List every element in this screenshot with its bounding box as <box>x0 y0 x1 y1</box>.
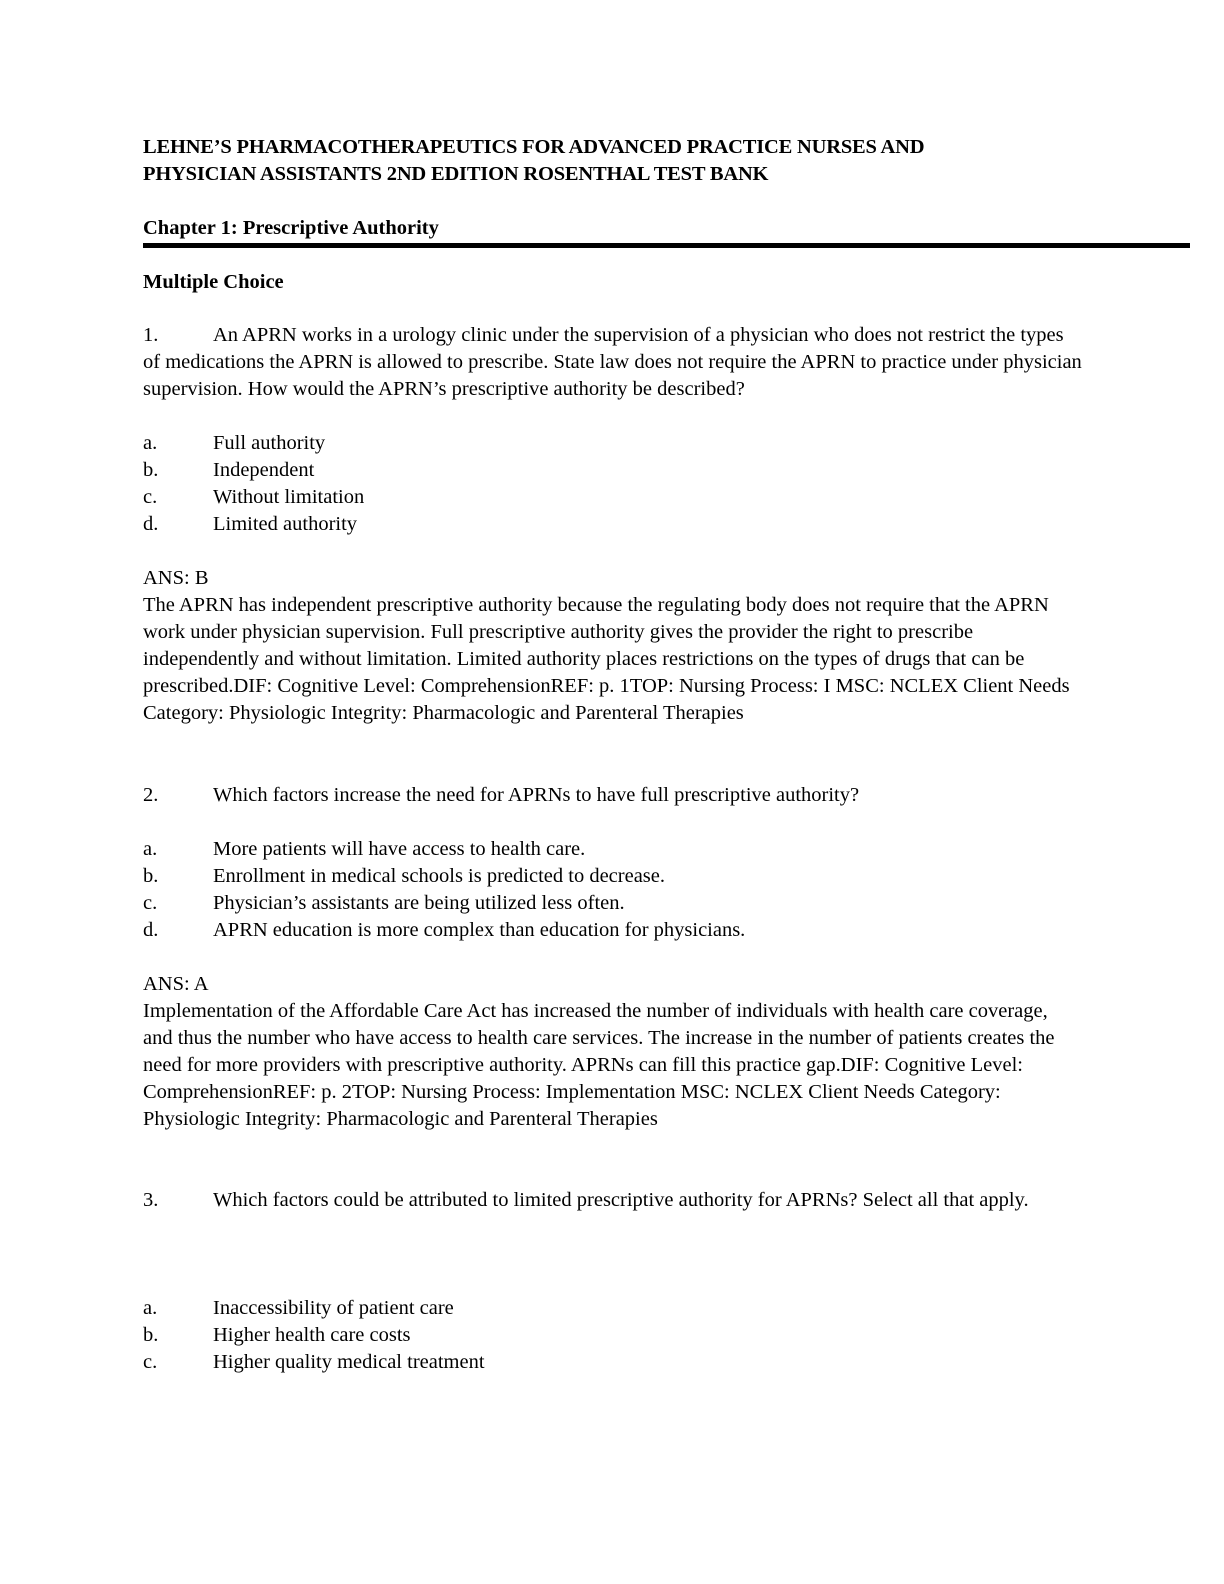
answer-key: ANS: A <box>143 973 209 995</box>
option-text: Independent <box>213 459 315 481</box>
question-stem <box>143 782 1083 809</box>
option-text: Enrollment in medical schools is predicted to decrease. <box>213 865 665 887</box>
answer-rationale: Implementation of the Affordable Care Act has increased the number of individuals with health care coverage, and thus the number who have access to health care services. The increase in the number of patients creates the need for more providers with prescriptive authority. APRNs can fill this practice gap.DIF: Cognitive Level: ComprehensionREF: p. 2TOP: Nursing Process: Implementation MSC: NCLEX Client Needs Category: Physiologic Integrity: Pharmacologic and Parenteral Therapies <box>143 1000 1055 1130</box>
option-d <box>143 511 1083 538</box>
option-letter: a. <box>143 432 158 454</box>
option-c <box>143 1349 1083 1376</box>
title-line-1: LEHNE’S PHARMACOTHERAPEUTICS FOR ADVANCED PRACTICE NURSES AND <box>143 136 925 158</box>
answer-1 <box>143 565 1083 727</box>
question-1-options <box>143 430 1083 538</box>
answer-key: ANS: B <box>143 567 209 589</box>
option-text: More patients will have access to health care. <box>213 838 586 860</box>
question-stem <box>143 1187 1083 1214</box>
question-text: Which factors could be attributed to limited prescriptive authority for APRNs? Select all that apply. <box>213 1189 1029 1211</box>
option-text: Higher health care costs <box>213 1324 411 1346</box>
option-letter: d. <box>143 919 159 941</box>
option-letter: c. <box>143 1351 158 1373</box>
chapter-divider <box>143 243 1190 248</box>
option-text: APRN education is more complex than education for physicians. <box>213 919 746 941</box>
option-c <box>143 890 1083 917</box>
option-a <box>143 1295 1083 1322</box>
question-3 <box>143 1187 1083 1214</box>
option-letter: b. <box>143 865 159 887</box>
option-b <box>143 457 1083 484</box>
chapter-heading: Chapter 1: Prescriptive Authority <box>143 217 439 239</box>
option-a <box>143 836 1083 863</box>
answer-rationale: The APRN has independent prescriptive authority because the regulating body does not require that the APRN work under physician supervision. Full prescriptive authority gives the provider the right to prescribe independently and without limitation. Limited authority places restrictions on the types of drugs that can be prescribed.DIF: Cognitive Level: ComprehensionREF: p. 1TOP: Nursing Process: I MSC: NCLEX Client Needs Category: Physiologic Integrity: Pharmacologic and Parenteral Therapies <box>143 594 1070 724</box>
option-text: Higher quality medical treatment <box>213 1351 485 1373</box>
option-letter: c. <box>143 486 158 508</box>
answer-2 <box>143 971 1083 1133</box>
option-c <box>143 484 1083 511</box>
option-b <box>143 1322 1083 1349</box>
document-page <box>143 0 1193 1584</box>
option-text: Without limitation <box>213 486 365 508</box>
document-title <box>143 134 1143 188</box>
option-letter: b. <box>143 1324 159 1346</box>
option-text: Inaccessibility of patient care <box>213 1297 454 1319</box>
question-text: An APRN works in a urology clinic under the supervision of a physician who does not restrict the types of medications the APRN is allowed to prescribe. State law does not require the APRN to practice under physician supervision. How would the APRN’s prescriptive authority be described? <box>143 324 1082 400</box>
question-1 <box>143 322 1083 403</box>
question-2 <box>143 782 1083 809</box>
question-number: 1. <box>143 324 159 346</box>
option-letter: b. <box>143 459 159 481</box>
question-number: 3. <box>143 1189 159 1211</box>
option-letter: c. <box>143 892 158 914</box>
option-letter: a. <box>143 838 158 860</box>
option-letter: a. <box>143 1297 158 1319</box>
question-2-options <box>143 836 1083 944</box>
option-d <box>143 917 1083 944</box>
section-heading: Multiple Choice <box>143 271 284 293</box>
option-b <box>143 863 1083 890</box>
title-line-2: PHYSICIAN ASSISTANTS 2ND EDITION ROSENTHAL TEST BANK <box>143 163 769 185</box>
question-3-options <box>143 1295 1083 1376</box>
option-letter: d. <box>143 513 159 535</box>
option-text: Full authority <box>213 432 326 454</box>
question-stem <box>143 322 1083 403</box>
option-text: Limited authority <box>213 513 358 535</box>
question-text: Which factors increase the need for APRNs to have full prescriptive authority? <box>213 784 860 806</box>
option-text: Physician’s assistants are being utilized less often. <box>213 892 625 914</box>
question-number: 2. <box>143 784 159 806</box>
option-a <box>143 430 1083 457</box>
